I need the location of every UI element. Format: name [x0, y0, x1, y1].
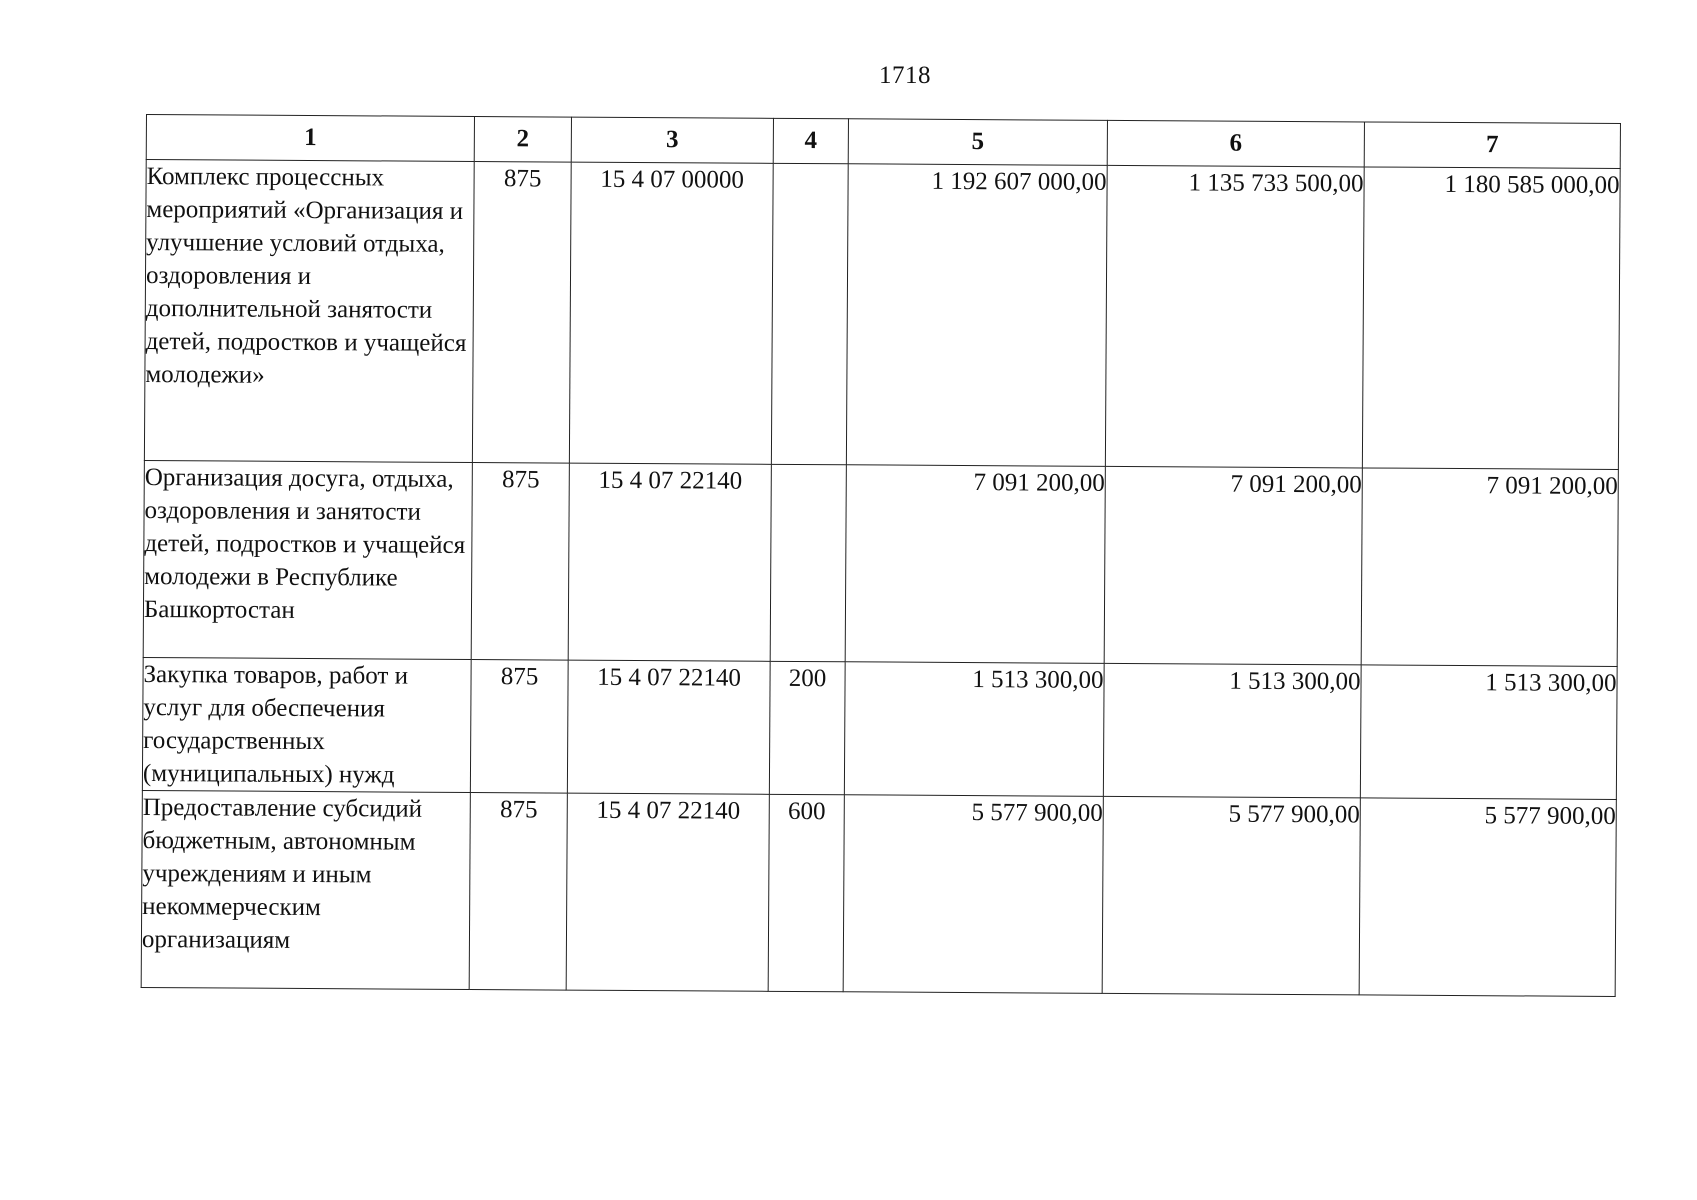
- amount-cell: 5 577 900,00: [1359, 798, 1616, 997]
- column-header: 3: [571, 117, 773, 163]
- row-name-cell: Предоставление субсидий бюджетным, автономным учреждениям и иным некоммерческим организациям: [141, 790, 470, 989]
- code-cell: 875: [470, 659, 568, 793]
- budget-table-container: [141, 114, 1620, 997]
- target-article-cell: 15 4 07 22140: [566, 793, 769, 991]
- amount-cell: 1 135 733 500,00: [1105, 165, 1364, 468]
- amount-cell: 1 513 300,00: [1360, 665, 1617, 800]
- amount-cell: 7 091 200,00: [1361, 468, 1618, 667]
- target-article-cell: 15 4 07 00000: [569, 162, 773, 464]
- budget-table: [141, 114, 1621, 997]
- amount-cell: 5 577 900,00: [843, 795, 1103, 994]
- amount-cell: 1 192 607 000,00: [846, 164, 1107, 467]
- expense-type-cell: [771, 163, 848, 464]
- code-cell: 875: [471, 463, 569, 661]
- amount-cell: 5 577 900,00: [1102, 796, 1360, 995]
- row-name-cell: Закупка товаров, работ и услуг для обеспечения государственных (муниципальных) нужд: [142, 657, 471, 792]
- target-article-cell: 15 4 07 22140: [568, 463, 771, 661]
- amount-cell: 7 091 200,00: [1104, 466, 1362, 665]
- row-name-cell: Комплекс процессных мероприятий «Организация и улучшение условий отдыха, оздоровления и дополнительной занятости детей, подростков и учащейся молодежи»: [144, 160, 474, 463]
- table-row: [141, 790, 1616, 996]
- amount-cell: 1 180 585 000,00: [1362, 167, 1620, 470]
- amount-cell: 1 513 300,00: [1103, 663, 1361, 798]
- table-row: [142, 657, 1617, 799]
- row-name-cell: Организация досуга, отдыха, оздоровления и занятости детей, подростков и учащейся молодежи в Республике Башкортостан: [143, 460, 472, 659]
- column-header: 2: [474, 117, 571, 163]
- amount-cell: 7 091 200,00: [845, 465, 1105, 664]
- column-header: 7: [1364, 122, 1620, 169]
- column-header: 4: [773, 118, 848, 163]
- target-article-cell: 15 4 07 22140: [567, 660, 770, 794]
- table-row: [143, 460, 1618, 666]
- expense-type-cell: [770, 464, 846, 661]
- code-cell: 875: [472, 162, 571, 464]
- column-header: 6: [1107, 120, 1364, 167]
- page-number: 1718: [879, 62, 931, 89]
- amount-cell: 1 513 300,00: [844, 662, 1104, 797]
- column-header: 5: [848, 119, 1107, 166]
- table-row: [144, 160, 1620, 470]
- code-cell: 875: [469, 792, 567, 990]
- column-header: 1: [146, 115, 474, 162]
- expense-type-cell: 200: [769, 661, 845, 794]
- expense-type-cell: 600: [768, 794, 844, 991]
